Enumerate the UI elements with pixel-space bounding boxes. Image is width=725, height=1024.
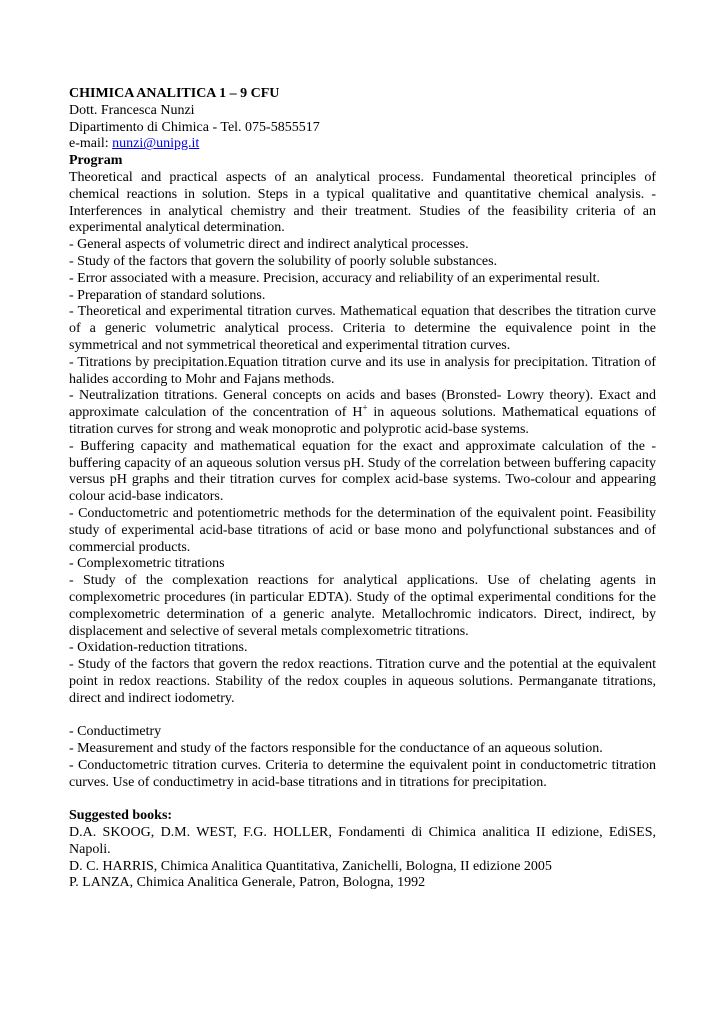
book-entry: P. LANZA, Chimica Analitica Generale, Patron, Bologna, 1992 xyxy=(69,875,426,891)
program-paragraph: - Buffering capacity and mathematical equation for the exact and approximate calculation of the - buffering capacity of an aqueous solution versus pH. Study of the correlation between buffering capacity versus pH graphs and their titration curves for complex acid-base systems. Two-colour and appearing colour acid-base indicators. xyxy=(69,438,656,505)
department-info: Dipartimento di Chimica - Tel. 075-5855517 xyxy=(69,119,320,135)
program-heading: Program xyxy=(69,153,123,169)
program-paragraph: - Study of the complexation reactions for analytical applications. Use of chelating agents in complexometric procedures (in particular EDTA). Study of the optimal experimental conditions for the complexometric determination of a generic analyte. Metallochromic indicators. Direct, indirect, by displacement and selective of several metals complexometric titrations. xyxy=(69,573,656,639)
paragraph-gap xyxy=(69,791,656,808)
program-paragraph: - Complexometric titrations xyxy=(69,556,225,572)
program-paragraph: - General aspects of volumetric direct and indirect analytical processes. xyxy=(69,237,469,253)
program-paragraph: - Study of the factors that govern the solubility of poorly soluble substances. xyxy=(69,253,498,269)
email-label: e-mail: xyxy=(69,136,113,152)
course-title: CHIMICA ANALITICA 1 – 9 CFU xyxy=(69,86,280,101)
program-paragraph-neutralization xyxy=(69,388,656,438)
paragraph-gap xyxy=(69,707,656,724)
program-paragraph: - Error associated with a measure. Precision, accuracy and reliability of an experimental result. xyxy=(69,270,601,286)
book-entry: D.A. SKOOG, D.M. WEST, F.G. HOLLER, Fondamenti di Chimica analitica II edizione, EdiSES, Napoli. xyxy=(69,825,656,857)
email-link[interactable]: nunzi@unipg.it xyxy=(112,136,200,152)
program-paragraph: - Conductimetry xyxy=(69,724,162,740)
program-paragraph: - Theoretical and experimental titration curves. Mathematical equation that describes the titration curve of a generic volumetric analytical process. Criteria to determine the equivalence point in the symmetrical and not symmetrical theoretical and experimental titration curves. xyxy=(69,304,656,353)
neutralization-text-after: in aqueous solutions. Mathematical equations of titration curves for strong and weak monoprotic and polyprotic acid-base systems. xyxy=(69,405,656,437)
teacher-name: Dott. Francesca Nunzi xyxy=(69,102,195,118)
book-entry: D. C. HARRIS, Chimica Analitica Quantitativa, Zanichelli, Bologna, II edizione 2005 xyxy=(69,858,552,874)
program-paragraph: - Conductometric titration curves. Criteria to determine the equivalent point in conductometric titration curves. Use of conductimetry in acid-base titrations and in titrations for precipitation. xyxy=(69,757,656,790)
books-heading: Suggested books: xyxy=(69,808,173,824)
program-paragraph: - Measurement and study of the factors responsible for the conductance of an aqueous solution. xyxy=(69,741,603,757)
document-page xyxy=(69,86,656,892)
neutralization-text-before: - Neutralization titrations. General concepts on acids and bases (Bronsted- Lowry theory). Exact and approximate calculation of the concentration of H xyxy=(69,388,656,421)
program-paragraph: - Titrations by precipitation.Equation titration curve and its use in analysis for precipitation. Titration of halides according to Mohr and Fajans methods. xyxy=(69,354,656,387)
hydrogen-ion-superscript: + xyxy=(362,402,368,413)
program-paragraph: Theoretical and practical aspects of an analytical process. Fundamental theoretical principles of chemical reactions in solution. Steps in a typical qualitative and quantitative chemical analysis. - Interferences in analytical chemistry and their treatment. Studies of the feasibility criteria of an experimental analytical determination. xyxy=(69,169,656,236)
email-line xyxy=(69,136,656,153)
program-paragraph: - Study of the factors that govern the redox reactions. Titration curve and the potential at the equivalent point in redox reactions. Stability of the redox couples in aqueous solutions. Permanganate titrations, direct and indirect iodometry. xyxy=(69,657,656,706)
program-paragraph: - Preparation of standard solutions. xyxy=(69,287,266,303)
program-paragraph: - Conductometric and potentiometric methods for the determination of the equivalent point. Feasibility study of experimental acid-base titrations of acid or base mono and polyfunctional substances and of commercial products. xyxy=(69,505,656,555)
program-paragraph: - Oxidation-reduction titrations. xyxy=(69,640,248,656)
